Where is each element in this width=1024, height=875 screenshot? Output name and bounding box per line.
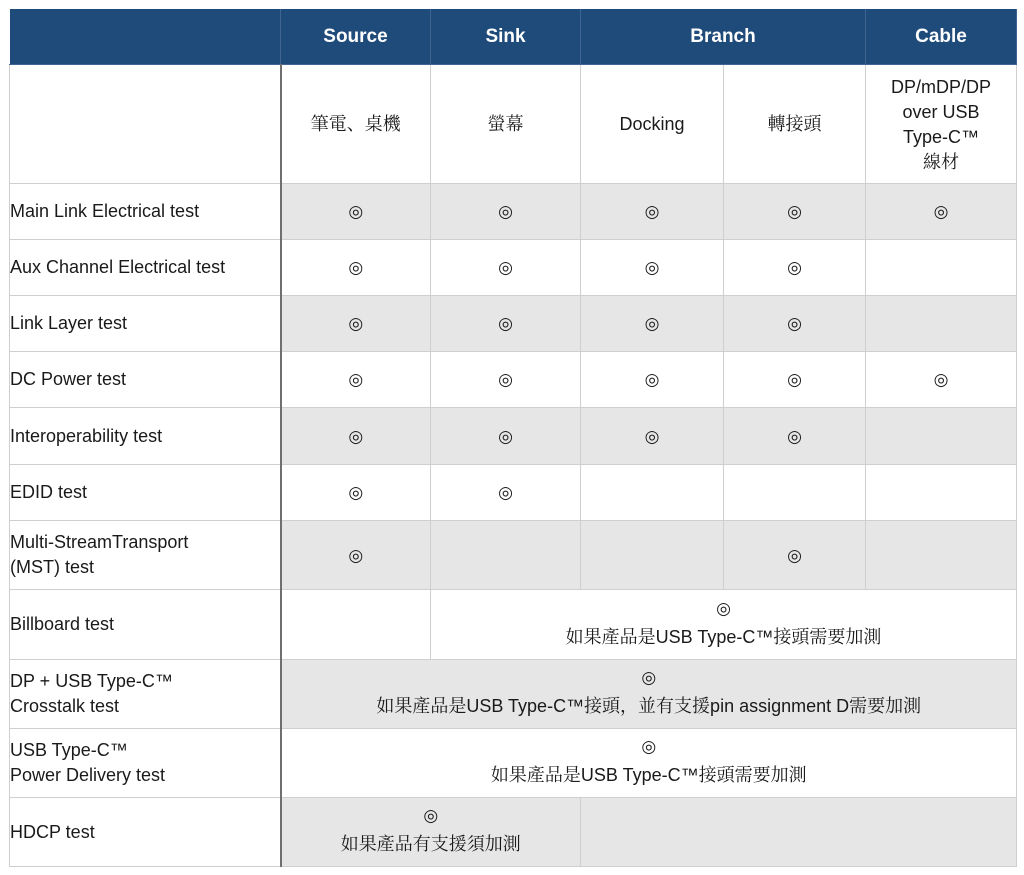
check-mark-icon: ◎ bbox=[498, 370, 513, 389]
row-label-line: Power Delivery test bbox=[10, 765, 166, 785]
check-mark-icon: ◎ bbox=[787, 545, 802, 565]
check-mark-icon: ◎ bbox=[641, 737, 657, 756]
subheader-docking: Docking bbox=[581, 65, 724, 184]
cable-line: Type-C™ bbox=[902, 127, 979, 147]
spanned-requirement-cell bbox=[431, 590, 1017, 660]
table-row bbox=[10, 729, 1017, 798]
table-row bbox=[10, 240, 1017, 296]
check-mark-icon: ◎ bbox=[787, 202, 802, 221]
requirement-note: 如果產品是USB Type-C™接頭需要加測 bbox=[490, 765, 807, 785]
row-label: Link Layer test bbox=[10, 296, 281, 352]
subheader-cable bbox=[866, 65, 1017, 184]
row-label bbox=[10, 660, 281, 729]
header-branch: Branch bbox=[581, 9, 866, 65]
table-row bbox=[10, 798, 1017, 867]
cable-line: over USB bbox=[902, 102, 980, 122]
cable-line: 線材 bbox=[922, 152, 959, 172]
check-mark-icon: ◎ bbox=[498, 314, 513, 333]
check-mark-icon: ◎ bbox=[644, 258, 660, 277]
row-label-line: (MST) test bbox=[10, 557, 94, 577]
table-row bbox=[10, 465, 1017, 521]
check-mark-icon: ◎ bbox=[498, 483, 513, 502]
row-label: DC Power test bbox=[10, 352, 281, 408]
subheader-laptop-desktop: 筆電、桌機 bbox=[281, 65, 431, 184]
group-header-row bbox=[10, 9, 1017, 65]
empty-cell bbox=[581, 798, 1017, 867]
row-label: EDID test bbox=[10, 465, 281, 521]
table-row bbox=[10, 660, 1017, 729]
row-label: Aux Channel Electrical test bbox=[10, 240, 281, 296]
check-mark-icon: ◎ bbox=[348, 370, 364, 389]
row-label: Interoperability test bbox=[10, 408, 281, 465]
table-row bbox=[10, 296, 1017, 352]
check-mark-icon: ◎ bbox=[498, 258, 513, 277]
row-label-line: Crosstalk test bbox=[10, 696, 120, 716]
check-mark-icon: ◎ bbox=[644, 314, 660, 333]
table-row bbox=[10, 408, 1017, 465]
test-requirements-table bbox=[9, 9, 1017, 867]
check-mark-icon: ◎ bbox=[498, 202, 513, 221]
header-source: Source bbox=[281, 9, 431, 65]
subheader-corner bbox=[10, 65, 281, 184]
row-label-line: USB Type-C™ bbox=[10, 740, 128, 760]
check-mark-icon: ◎ bbox=[348, 258, 364, 277]
subheader-adapter: 轉接頭 bbox=[724, 65, 866, 184]
check-mark-icon: ◎ bbox=[644, 202, 660, 221]
row-label bbox=[10, 729, 281, 798]
subheader-row bbox=[10, 65, 1017, 184]
requirement-note: 如果產品是USB Type-C™接頭，並有支援pin assignment D需要加測 bbox=[376, 696, 922, 716]
check-mark-icon: ◎ bbox=[348, 314, 364, 333]
check-mark-icon: ◎ bbox=[348, 202, 364, 221]
spanned-requirement-cell bbox=[281, 798, 581, 867]
cable-line: DP/mDP/DP bbox=[890, 77, 991, 97]
check-mark-icon: ◎ bbox=[787, 258, 802, 277]
check-mark-icon: ◎ bbox=[644, 426, 660, 446]
row-label: HDCP test bbox=[10, 798, 281, 867]
check-mark-icon: ◎ bbox=[423, 806, 439, 825]
header-cable: Cable bbox=[866, 9, 1017, 65]
check-mark-icon: ◎ bbox=[787, 370, 802, 389]
row-label: Main Link Electrical test bbox=[10, 184, 281, 240]
check-mark-icon: ◎ bbox=[498, 426, 513, 446]
spanned-requirement-cell bbox=[281, 729, 1017, 798]
table-row bbox=[10, 352, 1017, 408]
empty-cell bbox=[281, 590, 431, 660]
header-sink: Sink bbox=[431, 9, 581, 65]
row-label-line: Multi-StreamTransport bbox=[10, 532, 189, 552]
table-row bbox=[10, 521, 1017, 590]
table-row bbox=[10, 590, 1017, 660]
check-mark-icon: ◎ bbox=[933, 370, 949, 389]
table-row bbox=[10, 184, 1017, 240]
requirement-note: 如果產品是USB Type-C™接頭需要加測 bbox=[565, 626, 882, 647]
check-mark-icon: ◎ bbox=[644, 370, 660, 389]
row-label-line: DP + USB Type-C™ bbox=[10, 671, 173, 691]
check-mark-icon: ◎ bbox=[348, 545, 364, 565]
spanned-requirement-cell bbox=[281, 660, 1017, 729]
check-mark-icon: ◎ bbox=[348, 483, 364, 502]
check-mark-icon: ◎ bbox=[716, 598, 731, 618]
check-mark-icon: ◎ bbox=[348, 426, 364, 446]
header-corner bbox=[10, 9, 281, 65]
subheader-monitor: 螢幕 bbox=[431, 65, 581, 184]
check-mark-icon: ◎ bbox=[787, 314, 802, 333]
check-mark-icon: ◎ bbox=[641, 668, 657, 687]
row-label bbox=[10, 521, 281, 590]
check-mark-icon: ◎ bbox=[787, 426, 802, 446]
requirement-note: 如果產品有支援須加測 bbox=[340, 834, 521, 854]
row-label: Billboard test bbox=[10, 590, 281, 660]
check-mark-icon: ◎ bbox=[933, 202, 949, 221]
